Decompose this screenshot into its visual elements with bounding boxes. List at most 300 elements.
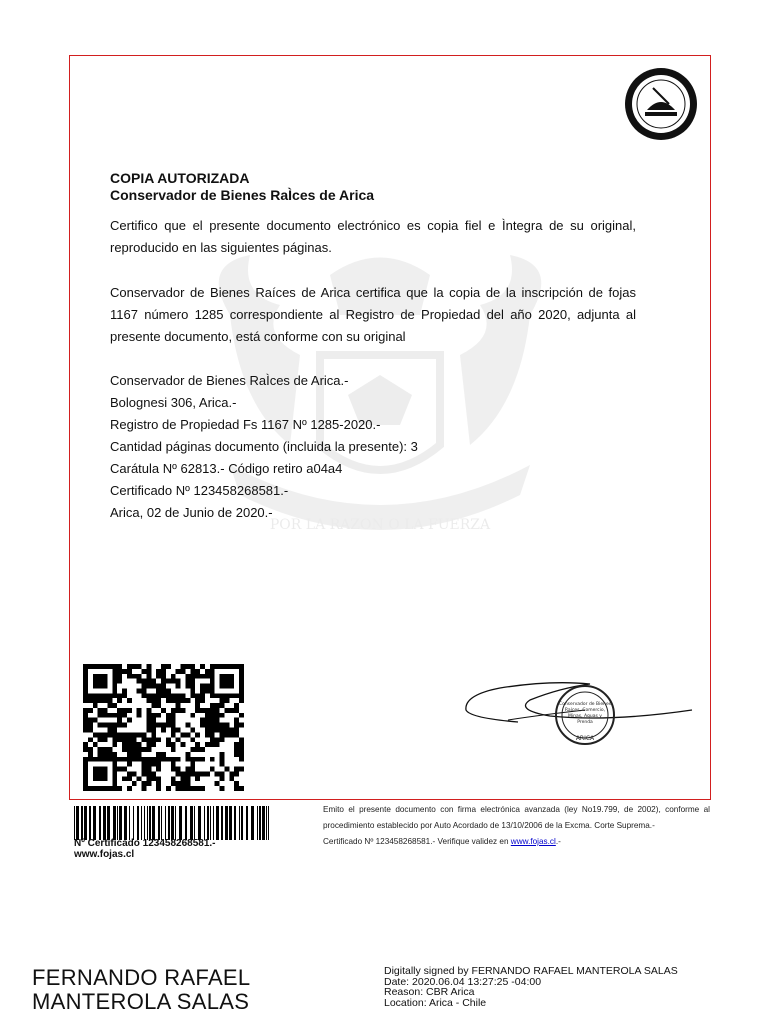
barcode-bar: [119, 806, 122, 840]
qr-module: [215, 737, 220, 742]
qr-module: [117, 664, 122, 669]
qr-module: [156, 781, 161, 786]
qr-module: [171, 679, 176, 684]
qr-module: [190, 674, 195, 679]
qr-module: [117, 737, 122, 742]
qr-module: [171, 742, 176, 747]
qr-module: [195, 669, 200, 674]
qr-module: [137, 664, 142, 669]
qr-module: [220, 732, 225, 737]
qr-module: [122, 693, 127, 698]
qr-module: [142, 688, 147, 693]
signature-date: Date: 2020.06.04 13:27:25 -04:00: [384, 975, 542, 988]
barcode-bar: [165, 806, 166, 840]
qr-module: [142, 757, 147, 762]
qr-module: [195, 732, 200, 737]
qr-module: [220, 737, 225, 742]
qr-module: [83, 742, 88, 747]
qr-module: [137, 674, 142, 679]
qr-module: [127, 771, 132, 776]
qr-module: [190, 771, 195, 776]
qr-module: [190, 767, 195, 772]
qr-module: [112, 752, 117, 757]
qr-module: [142, 732, 147, 737]
barcode-bar: [103, 806, 106, 840]
qr-module: [166, 679, 171, 684]
qr-module: [146, 679, 151, 684]
qr-module: [127, 742, 132, 747]
qr-module: [132, 771, 137, 776]
qr-module: [88, 752, 93, 757]
qr-module: [210, 732, 215, 737]
qr-module: [220, 703, 225, 708]
qr-module: [142, 693, 147, 698]
qr-module: [122, 742, 127, 747]
qr-module: [171, 674, 176, 679]
stamp-line: Minas, Aguas y: [568, 714, 602, 719]
barcode-bar: [74, 806, 75, 840]
qr-module: [220, 698, 225, 703]
qr-module: [190, 713, 195, 718]
document-title: COPIA AUTORIZADA: [110, 170, 250, 186]
qr-module: [117, 698, 122, 703]
qr-module: [190, 684, 195, 689]
qr-module: [117, 708, 122, 713]
qr-module: [171, 708, 176, 713]
qr-module: [195, 742, 200, 747]
qr-module: [107, 732, 112, 737]
qr-module: [181, 693, 186, 698]
qr-module: [224, 732, 229, 737]
qr-module: [146, 771, 151, 776]
qr-module: [205, 771, 210, 776]
qr-module: [200, 747, 205, 752]
certificate-details: [110, 370, 418, 524]
qr-module: [122, 776, 127, 781]
barcode-bar: [179, 806, 182, 840]
qr-module: [205, 708, 210, 713]
qr-module: [132, 664, 137, 669]
qr-module: [161, 728, 166, 733]
qr-module: [200, 684, 205, 689]
qr-module: [185, 664, 190, 669]
barcode-bar: [113, 806, 116, 840]
qr-module: [83, 723, 88, 728]
detail-line: Arica, 02 de Junio de 2020.-: [110, 505, 273, 520]
qr-module: [137, 688, 142, 693]
qr-module: [205, 742, 210, 747]
qr-module: [181, 708, 186, 713]
qr-module: [132, 781, 137, 786]
qr-module: [127, 718, 132, 723]
qr-module: [220, 771, 225, 776]
qr-module: [127, 708, 132, 713]
qr-module: [112, 728, 117, 733]
qr-module: [142, 747, 147, 752]
qr-module: [88, 708, 93, 713]
qr-module: [83, 708, 88, 713]
qr-module: [161, 684, 166, 689]
qr-module: [161, 708, 166, 713]
qr-module: [210, 767, 215, 772]
qr-module: [142, 679, 147, 684]
qr-module: [117, 723, 122, 728]
qr-module: [171, 767, 176, 772]
qr-module: [205, 674, 210, 679]
signature-reason: Reason: CBR Arica: [384, 986, 475, 998]
qr-module: [176, 708, 181, 713]
qr-module: [171, 757, 176, 762]
qr-module: [117, 757, 122, 762]
qr-module: [210, 757, 215, 762]
qr-module: [127, 786, 132, 791]
qr-module: [166, 688, 171, 693]
qr-module: [181, 698, 186, 703]
digital-signature-info: [384, 966, 678, 1008]
qr-module: [132, 732, 137, 737]
qr-module: [171, 713, 176, 718]
qr-module: [156, 698, 161, 703]
qr-module: [156, 713, 161, 718]
qr-module: [142, 684, 147, 689]
registry-paragraph: Conservador de Bienes Raíces de Arica certifica que la copia de la inscripción de fojas 1167 número 1285 correspondiente al Registro de Propiedad del año 2020, adjunta al presente documento, está conforme con su original: [110, 285, 636, 344]
qr-module: [151, 732, 156, 737]
stamp-line: Conservador de Bienes: [558, 702, 612, 707]
qr-module: [156, 737, 161, 742]
qr-module: [234, 708, 239, 713]
qr-module: [195, 674, 200, 679]
qr-module: [151, 762, 156, 767]
qr-module: [88, 728, 93, 733]
verification-line: [323, 834, 710, 850]
qr-module: [176, 669, 181, 674]
qr-module: [234, 742, 239, 747]
qr-module: [210, 723, 215, 728]
qr-module: [112, 737, 117, 742]
qr-module: [112, 723, 117, 728]
qr-module: [88, 698, 93, 703]
qr-module: [137, 713, 142, 718]
verification-suffix: .-: [555, 837, 561, 846]
barcode-bar: [133, 806, 134, 840]
qr-module: [176, 781, 181, 786]
qr-module: [185, 767, 190, 772]
qr-module: [146, 742, 151, 747]
barcode-bar: [225, 806, 228, 840]
qr-module: [166, 737, 171, 742]
qr-module: [132, 747, 137, 752]
qr-module: [234, 747, 239, 752]
qr-module: [156, 693, 161, 698]
signed-by: Digitally signed by FERNANDO RAFAEL MANTEROLA SALAS: [384, 965, 678, 977]
qr-module: [195, 708, 200, 713]
qr-module: [190, 688, 195, 693]
qr-module: [151, 757, 156, 762]
qr-module: [215, 728, 220, 733]
qr-module: [146, 747, 151, 752]
qr-module: [151, 693, 156, 698]
qr-module: [166, 718, 171, 723]
qr-module: [146, 713, 151, 718]
qr-module: [103, 747, 108, 752]
qr-module: [142, 767, 147, 772]
qr-module: [239, 757, 244, 762]
qr-module: [127, 776, 132, 781]
signature-location: Location: Arica - Chile: [384, 996, 487, 1009]
qr-module: [239, 713, 244, 718]
qr-module: [156, 776, 161, 781]
qr-module: [127, 747, 132, 752]
qr-module: [205, 713, 210, 718]
qr-module: [171, 732, 176, 737]
qr-module: [103, 723, 108, 728]
qr-module: [137, 757, 142, 762]
detail-line: Bolognesi 306, Arica.-: [110, 395, 237, 410]
qr-module: [122, 688, 127, 693]
qr-module: [151, 771, 156, 776]
qr-module: [146, 781, 151, 786]
qr-module: [190, 747, 195, 752]
barcode-bar: [257, 806, 258, 840]
qr-module: [98, 737, 103, 742]
qr-module: [127, 737, 132, 742]
watermark-motto: POR LA RAZON O LA FUERZA: [269, 517, 491, 533]
qr-module: [229, 732, 234, 737]
qr-module: [200, 674, 205, 679]
qr-module: [156, 703, 161, 708]
qr-module: [229, 728, 234, 733]
qr-module: [166, 693, 171, 698]
qr-module: [195, 698, 200, 703]
barcode-bar: [246, 806, 248, 840]
qr-module: [117, 674, 122, 679]
qr-module: [176, 737, 181, 742]
qr-module: [127, 669, 132, 674]
qr-module: [103, 698, 108, 703]
qr-module: [137, 679, 142, 684]
certificate-barcode: [74, 806, 274, 840]
qr-module: [88, 723, 93, 728]
qr-module: [234, 732, 239, 737]
qr-module: [190, 679, 195, 684]
qr-module: [234, 752, 239, 757]
qr-module: [171, 747, 176, 752]
qr-module: [98, 747, 103, 752]
qr-module: [239, 752, 244, 757]
qr-module: [117, 669, 122, 674]
qr-module: [142, 737, 147, 742]
qr-module: [200, 757, 205, 762]
qr-module: [132, 757, 137, 762]
qr-module: [142, 781, 147, 786]
qr-module: [137, 742, 142, 747]
qr-module: [220, 786, 225, 791]
qr-module: [142, 771, 147, 776]
qr-module: [200, 786, 205, 791]
qr-module: [122, 737, 127, 742]
qr-module: [166, 713, 171, 718]
qr-module: [220, 752, 225, 757]
qr-module: [210, 703, 215, 708]
qr-module: [122, 767, 127, 772]
handwritten-signature-with-stamp: [460, 670, 700, 760]
document-subtitle: Conservador de Bienes RaÌces de Arica: [110, 187, 375, 203]
legal-notice: [323, 802, 710, 850]
certification-paragraph: Certifico que el presente documento electrónico es copia fiel e Ìntegra de su original, reproducido en las siguientes páginas.: [110, 218, 636, 255]
qr-module: [151, 684, 156, 689]
qr-module: [88, 747, 93, 752]
qr-module: [224, 767, 229, 772]
signer-name: [32, 966, 250, 1014]
qr-module: [210, 742, 215, 747]
notary-seal-icon: [623, 66, 699, 142]
qr-module: [190, 664, 195, 669]
qr-module: [190, 762, 195, 767]
barcode-bar: [262, 806, 265, 840]
qr-module: [146, 708, 151, 713]
qr-module: [210, 737, 215, 742]
qr-module: [117, 732, 122, 737]
barcode-bar: [194, 806, 195, 840]
qr-module: [224, 698, 229, 703]
qr-module: [185, 786, 190, 791]
qr-module: [234, 781, 239, 786]
qr-module: [103, 752, 108, 757]
qr-module: [137, 708, 142, 713]
qr-module: [181, 786, 186, 791]
qr-module: [93, 698, 98, 703]
qr-module: [195, 771, 200, 776]
qr-module: [181, 742, 186, 747]
qr-module: [117, 713, 122, 718]
qr-module: [103, 708, 108, 713]
barcode-bar: [221, 806, 223, 840]
qr-module: [122, 723, 127, 728]
qr-module: [122, 708, 127, 713]
barcode-bar: [152, 806, 155, 840]
barcode-bar: [266, 806, 267, 840]
qr-module: [205, 718, 210, 723]
qr-module: [215, 723, 220, 728]
qr-module: [151, 742, 156, 747]
barcode-bar: [207, 806, 209, 840]
qr-module: [161, 757, 166, 762]
qr-module: [142, 786, 147, 791]
legal-text: Emito el presente documento con firma electrónica avanzada (ley No19.799, de 2002), conforme al procedimiento establecido por Auto Acordado de 13/10/2006 de la Excma. Corte Suprema.-: [323, 805, 710, 830]
qr-module: [156, 688, 161, 693]
qr-module: [117, 718, 122, 723]
qr-module: [190, 693, 195, 698]
qr-module: [146, 757, 151, 762]
qr-module: [132, 737, 137, 742]
qr-module: [200, 708, 205, 713]
qr-module: [132, 742, 137, 747]
qr-module: [151, 718, 156, 723]
qr-module: [127, 698, 132, 703]
qr-finder-pattern: [93, 674, 108, 689]
barcode-bar: [171, 806, 174, 840]
qr-module: [215, 708, 220, 713]
qr-module: [161, 752, 166, 757]
qr-module: [161, 664, 166, 669]
qr-module: [151, 737, 156, 742]
qr-module: [151, 713, 156, 718]
barcode-bar: [147, 806, 148, 840]
qr-module: [220, 723, 225, 728]
qr-module: [195, 747, 200, 752]
qr-module: [137, 752, 142, 757]
qr-module: [234, 703, 239, 708]
detail-line: Registro de Propiedad Fs 1167 Nº 1285-2020.-: [110, 417, 381, 432]
qr-module: [185, 771, 190, 776]
qr-module: [137, 747, 142, 752]
qr-module: [88, 737, 93, 742]
qr-module: [185, 679, 190, 684]
fojas-link[interactable]: www.fojas.cl: [510, 837, 556, 846]
qr-module: [195, 757, 200, 762]
qr-module: [171, 693, 176, 698]
qr-module: [205, 728, 210, 733]
qr-module: [220, 728, 225, 733]
qr-module: [215, 703, 220, 708]
barcode-bar: [198, 806, 201, 840]
qr-module: [107, 747, 112, 752]
barcode-bar: [129, 806, 130, 840]
stamp-line: Raíces, Comercio,: [564, 708, 606, 713]
barcode-bar: [141, 806, 142, 840]
qr-module: [166, 664, 171, 669]
qr-module: [107, 703, 112, 708]
qr-module: [151, 776, 156, 781]
qr-module: [215, 742, 220, 747]
qr-module: [151, 728, 156, 733]
barcode-bar: [241, 806, 243, 840]
qr-module: [185, 752, 190, 757]
qr-module: [146, 698, 151, 703]
qr-module: [171, 723, 176, 728]
qr-module: [195, 776, 200, 781]
qr-module: [215, 781, 220, 786]
qr-module: [98, 708, 103, 713]
qr-module: [137, 776, 142, 781]
qr-module: [127, 757, 132, 762]
qr-module: [151, 703, 156, 708]
qr-module: [185, 684, 190, 689]
qr-module: [103, 713, 108, 718]
qr-module: [117, 693, 122, 698]
qr-module: [234, 723, 239, 728]
qr-module: [220, 757, 225, 762]
qr-module: [181, 732, 186, 737]
qr-module: [200, 664, 205, 669]
barcode-bar: [124, 806, 127, 840]
detail-line: Conservador de Bienes RaÌces de Arica.-: [110, 373, 349, 388]
qr-module: [156, 723, 161, 728]
qr-module: [117, 786, 122, 791]
qr-module: [195, 786, 200, 791]
qr-module: [161, 669, 166, 674]
qr-module: [171, 698, 176, 703]
barcode-bar: [84, 806, 87, 840]
qr-module: [239, 767, 244, 772]
qr-module: [234, 786, 239, 791]
qr-module: [239, 742, 244, 747]
qr-module: [220, 762, 225, 767]
qr-module: [190, 669, 195, 674]
qr-module: [224, 728, 229, 733]
qr-code[interactable]: [83, 664, 244, 791]
signer-name-line: MANTEROLA SALAS: [32, 989, 250, 1014]
